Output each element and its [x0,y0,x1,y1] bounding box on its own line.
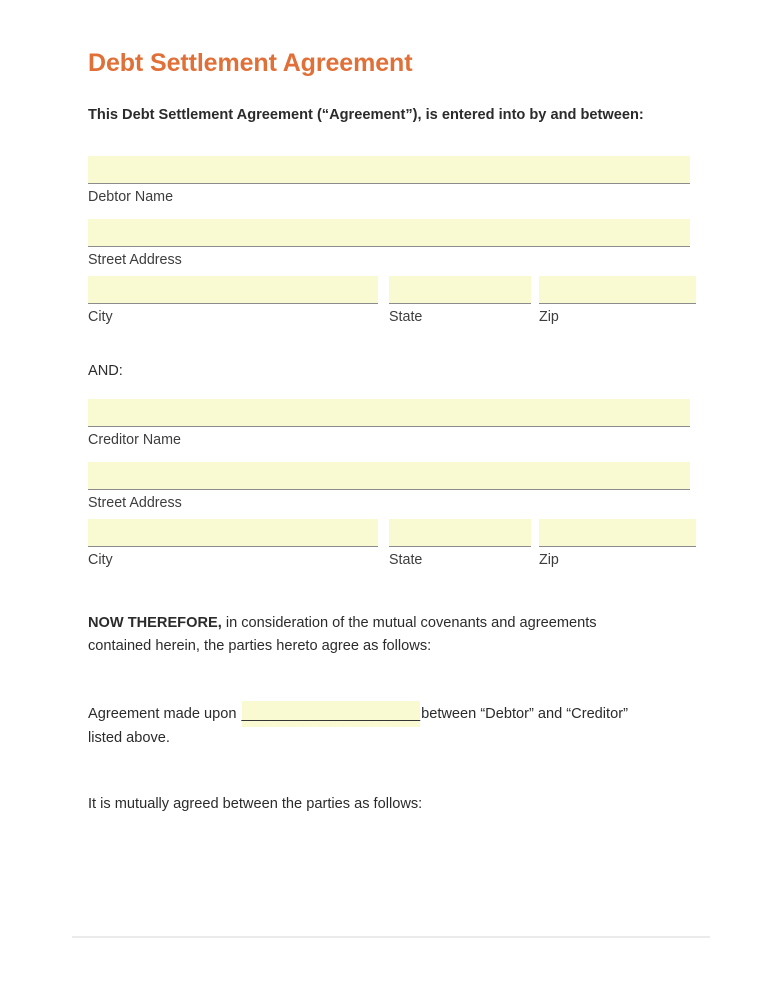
document-content [88,0,692,816]
spacer [88,207,692,219]
spacer [88,327,692,361]
debtor-city-input[interactable] [88,276,378,304]
page-title: Debt Settlement Agreement [88,49,413,77]
creditor-name-input[interactable] [88,399,690,427]
creditor-city-state-zip-row [88,519,696,570]
creditor-zip-label: Zip [539,551,559,568]
spacer [88,751,692,793]
creditor-state-field-block [389,519,531,570]
spacer [88,570,692,612]
debtor-section [88,156,692,327]
now-therefore-paragraph [88,612,648,659]
debtor-city-field-block [88,276,378,327]
creditor-name-field-block [88,399,690,450]
intro-paragraph: This Debt Settlement Agreement (“Agreement”), is entered into by and between: [88,107,644,123]
debtor-state-field-block [389,276,531,327]
spacer [88,450,692,462]
agreement-made-prefix: Agreement made upon [88,705,241,722]
now-therefore-lead: NOW THEREFORE, [88,614,222,631]
agreement-date-blank-input[interactable]: ______________________ [242,701,421,728]
debtor-name-input[interactable] [88,156,690,184]
spacer [88,659,692,701]
creditor-zip-field-block [539,519,696,570]
now-therefore-body: in consideration of the mutual covenants and agreements contained herein, the parties hereto agree as follows: [88,614,597,654]
debtor-street-field-block [88,219,690,270]
creditor-street-field-block [88,462,690,513]
footer-divider [72,936,710,938]
agreement-made-suffix: between “Debtor” and “Creditor” listed above. [88,705,628,746]
and-separator-label: AND: [88,362,123,379]
debtor-street-label: Street Address [88,251,182,268]
creditor-state-input[interactable] [389,519,531,547]
debtor-state-label: State [389,308,423,325]
debtor-state-input[interactable] [389,276,531,304]
spacer [88,128,692,156]
agreement-made-paragraph [88,701,658,751]
debtor-zip-field-block [539,276,696,327]
creditor-name-label: Creditor Name [88,431,181,448]
creditor-zip-input[interactable] [539,519,696,547]
debtor-zip-input[interactable] [539,276,696,304]
debtor-name-field-block [88,156,690,207]
creditor-section [88,399,692,570]
creditor-street-input[interactable] [88,462,690,490]
debtor-city-state-zip-row [88,276,696,327]
debtor-city-label: City [88,308,113,325]
creditor-city-label: City [88,551,113,568]
creditor-street-label: Street Address [88,494,182,511]
debtor-street-input[interactable] [88,219,690,247]
debtor-name-label: Debtor Name [88,188,174,205]
creditor-state-label: State [389,551,423,568]
spacer [88,381,692,399]
creditor-city-field-block [88,519,378,570]
mutually-agreed-paragraph: It is mutually agreed between the parties as follows: [88,795,423,812]
creditor-city-input[interactable] [88,519,378,547]
debtor-zip-label: Zip [539,308,559,325]
